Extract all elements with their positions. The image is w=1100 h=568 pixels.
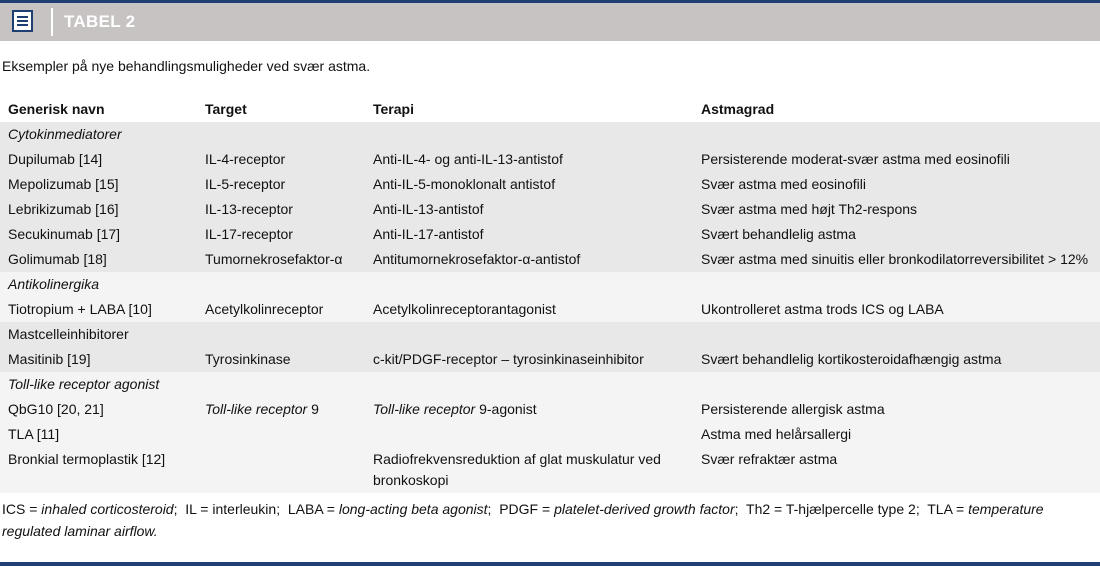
column-header: Target: [205, 101, 247, 117]
cell: [205, 447, 373, 493]
cell-rest: 9: [307, 401, 319, 417]
cell: TLA [11]: [8, 426, 60, 442]
cell: IL-4-receptor: [205, 151, 286, 167]
table-row: [0, 222, 1100, 247]
column-header: Terapi: [373, 101, 414, 117]
cell: IL-5-receptor: [205, 176, 286, 192]
cell: Anti-IL-5-monoklonalt antistof: [373, 176, 556, 192]
cell: IL-13-receptor: [205, 201, 293, 217]
table-title: TABEL 2: [64, 12, 136, 31]
table-row: [0, 297, 1100, 322]
footnote-value: inhaled corticosteroid: [41, 501, 174, 517]
cell: Antitumornekrosefaktor-α-antistof: [373, 251, 581, 267]
table-row: [0, 347, 1100, 372]
cell: Tiotropium + LABA [10]: [8, 301, 152, 317]
table-footnote: ICS = inhaled corticosteroid; IL = interleukin; LABA = long-acting beta agonist; PDGF = platelet-derived growth factor; Th2 = T-hjælpercelle type 2; TLA = temperature regulated laminar airflow.: [2, 501, 1044, 539]
cell: Svær astma med højt Th2-respons: [701, 201, 918, 217]
table-row: [0, 447, 1100, 493]
column-header: Astmagrad: [701, 101, 775, 117]
footnote-key: ICS =: [2, 501, 42, 517]
footnote-entry: IL = interleukin: [185, 501, 277, 517]
cell-rest: 9-agonist: [475, 401, 537, 417]
cell-italic: Toll-like receptor: [373, 401, 476, 417]
cell: QbG10 [20, 21]: [8, 401, 104, 417]
group-row: [0, 122, 1100, 147]
cell: IL-17-receptor: [205, 226, 293, 242]
cell: Persisterende allergisk astma: [701, 401, 885, 417]
cell: Svær refraktær astma: [701, 451, 838, 467]
cell: Persisterende moderat-svær astma med eosinofili: [701, 151, 1010, 167]
cell: c-kit/PDGF-receptor – tyrosinkinaseinhibitor: [373, 351, 644, 367]
footnote-key: TLA =: [927, 501, 969, 517]
cell: Bronkial termoplastik [12]: [8, 451, 166, 467]
cell: Svært behandlelig astma: [701, 226, 856, 242]
footnote-value: temperature regulated laminar airflow.: [2, 501, 1044, 539]
cell: [205, 422, 373, 447]
cell: Mepolizumab [15]: [8, 176, 119, 192]
cell: Golimumab [18]: [8, 251, 107, 267]
group-row: [0, 322, 1100, 347]
bottom-rule: [0, 562, 1100, 566]
column-header: Generisk navn: [8, 101, 105, 117]
table-row: [0, 422, 1100, 447]
table-row: [0, 247, 1100, 272]
cell: Acetylkolinreceptorantagonist: [373, 301, 556, 317]
table-caption: Eksempler på nye behandlingsmuligheder ved svær astma.: [2, 58, 371, 74]
group-label: Mastcelleinhibitorer: [8, 326, 129, 342]
group-row: [0, 372, 1100, 397]
cell: Tyrosinkinase: [205, 351, 291, 367]
treatment-table: [0, 97, 1100, 493]
cell: Lebrikizumab [16]: [8, 201, 119, 217]
cell: Svær astma med eosinofili: [701, 176, 866, 192]
table-row: [0, 172, 1100, 197]
cell: [373, 422, 701, 447]
cell: Radiofrekvensreduktion af glat muskulatur ved bronkoskopi: [373, 451, 661, 488]
group-row: [0, 272, 1100, 297]
table-row: [0, 197, 1100, 222]
footnote-entry: Th2 = T-hjælpercelle type 2: [746, 501, 916, 517]
cell: Secukinumab [17]: [8, 226, 121, 242]
cell: [205, 397, 373, 422]
cell: Svær astma med sinuitis eller bronkodilatorreversibilitet > 12%: [701, 251, 1089, 267]
footnote-value: long-acting beta agonist: [338, 501, 488, 517]
cell: Acetylkolinreceptor: [205, 301, 324, 317]
cell: Ukontrolleret astma trods ICS og LABA: [701, 301, 944, 317]
cell: Svært behandlelig kortikosteroidafhængig astma: [701, 351, 1002, 367]
footnote-value: platelet-derived growth factor: [554, 501, 735, 517]
footnote-key: PDGF =: [499, 501, 555, 517]
footnote-key: LABA =: [287, 501, 339, 517]
cell: Masitinib [19]: [8, 351, 91, 367]
header-divider: [51, 8, 53, 36]
group-label: Antikolinergika: [8, 276, 100, 292]
document-list-icon: [12, 10, 33, 32]
table-header-bar: [0, 3, 1100, 41]
cell: Anti-IL-4- og anti-IL-13-antistof: [373, 151, 563, 167]
table-row: [0, 397, 1100, 422]
cell: Astma med helårsallergi: [701, 426, 852, 442]
table-row: [0, 147, 1100, 172]
table-header-row: [0, 97, 1100, 122]
cell: Anti-IL-17-antistof: [373, 226, 484, 242]
cell-italic: Toll-like receptor: [205, 401, 308, 417]
group-label: Cytokinmediatorer: [8, 126, 122, 142]
cell: Tumornekrosefaktor-α: [205, 251, 343, 267]
group-label: Toll-like receptor agonist: [8, 376, 160, 392]
cell: Dupilumab [14]: [8, 151, 103, 167]
cell: Anti-IL-13-antistof: [373, 201, 484, 217]
cell: [373, 397, 701, 422]
